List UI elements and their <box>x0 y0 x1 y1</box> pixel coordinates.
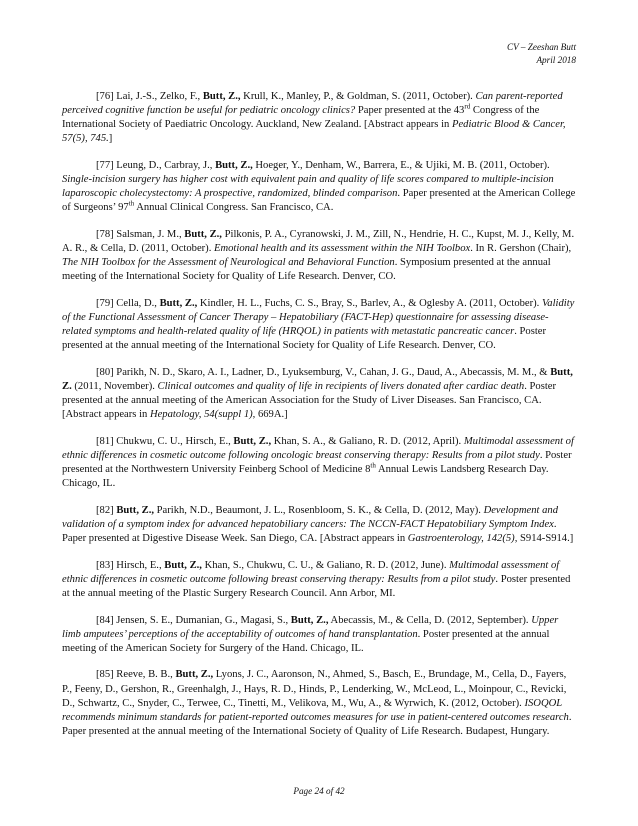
page-header <box>507 41 576 67</box>
citation-text: Lyons, J. C., Aaronson, N., Ahmed, S., Basch, E., Brundage, M., Cella, D., Fayers, P., Feeny, D., Gershon, R., Greenhalgh, J., Hays, R. D., Hinds, P., Lenderking, W., McLeod, L., Moinpour, C., Revicki, D., Schwartz, C., Snyder, C., Terwee, C., Tinetti, M., Velikova, M., Wu, A., & Wyrwich, K. (2012, October). <box>62 669 567 709</box>
citation-text: Krull, K., Manley, P., & Goldman, S. (2011, October). <box>240 91 476 102</box>
reference-item-84 <box>62 614 578 656</box>
citation-text: Annual Clinical Congress. San Francisco, CA. <box>134 202 334 214</box>
citation-text: . Poster presented at the annual meeting of the American Association for the Study of Liver Diseases. San Francisco, CA. [Abstract appears in <box>62 380 557 421</box>
citation-text: [78] Salsman, J. M., <box>96 228 185 240</box>
reference-item-82 <box>62 504 578 546</box>
citation-text: ] <box>108 133 113 145</box>
citation-title: Multimodal assessment of ethnic differences in cosmetic outcome following breast conserving therapy: Results from a pilot study <box>62 559 560 585</box>
citation-title: Pediatric Blood & Cancer, 57(5), 745. <box>62 119 566 145</box>
citation-title: Development and validation of a symptom index for advanced hepatobiliary cancers: The NCCN-FACT Hepatobiliary Symptom Index <box>62 504 558 530</box>
reference-item-79 <box>62 297 578 353</box>
citation-text: . Poster presented at the annual meeting of the American Society for Surgery of the Hand. Chicago, IL. <box>62 628 550 654</box>
reference-item-83 <box>62 559 578 601</box>
citation-text: 669A.] <box>255 409 288 421</box>
citation-title: Validity of the Functional Assessment of Cancer Therapy – Hepatobiliary (FACT-Hep) questionnaire for assessing disease-related symptoms and health-related quality of life (HRQOL) in patients with metastatic pancreatic cancer <box>62 297 575 338</box>
citation-text: . Paper presented at the annual meeting of the International Society of Quality of Life Research. Budapest, Hungary. <box>62 711 572 737</box>
citation-title: Gastroenterology, 142(5), <box>407 533 518 544</box>
author-highlight: Butt, Z., <box>202 91 241 102</box>
citation-text: . Poster presented at the annual meeting of the International Society for Quality of Life Research. Denver, CO. <box>62 326 546 352</box>
reference-item-80 <box>62 366 578 422</box>
reference-list <box>62 90 578 752</box>
ordinal-suffix: rd <box>464 102 471 111</box>
citation-text: S914-S914.] <box>517 533 574 544</box>
citation-title: The NIH Toolbox for the Assessment of Neurological and Behavioral Function <box>62 257 395 269</box>
citation-text: Paper presented at the 43 <box>355 105 465 117</box>
citation-text: Hoeger, Y., Denham, W., Barrera, E., & Ujiki, M. B. (2011, October). <box>252 159 550 171</box>
citation-text: . In R. Gershon (Chair), <box>470 243 572 255</box>
citation-text: [77] Leung, D., Carbray, J., <box>96 159 216 171</box>
author-highlight: Butt, Z., <box>233 435 272 447</box>
reference-item-78 <box>62 228 578 284</box>
page-number: Page 24 of 42 <box>293 786 345 796</box>
author-highlight: Butt, Z., <box>164 559 202 571</box>
citation-title: Single-incision surgery has higher cost with equivalent pain and quality of life scores compared to multiple-incision laparoscopic cholecystectomy: A prospective, randomized, blinded comparison <box>62 174 554 200</box>
reference-item-85 <box>62 668 578 738</box>
ordinal-suffix: th <box>128 199 135 208</box>
citation-title: Emotional health and its assessment within the NIH Toolbox <box>214 243 471 255</box>
header-date: April 2018 <box>536 55 576 65</box>
citation-text: Congress of the International Society of Paediatric Oncology. Auckland, New Zealand. [Abstract appears in <box>62 105 540 131</box>
author-highlight: Butt, Z., <box>159 297 198 309</box>
author-highlight: Butt, Z., <box>290 614 329 626</box>
citation-text: [79] Cella, D., <box>96 297 160 309</box>
citation-text: Pilkonis, P. A., Cyranowski, J. M., Zill, N., Hendrie, H. C., Kupst, M. J., Kelly, M. A. R., & Cella, D. (2011, October). <box>62 228 575 255</box>
citation-title: ISOQOL recommends minimum standards for patient-reported outcomes measures for use in patient-centered outcomes research <box>62 697 569 723</box>
author-highlight: Butt, Z. <box>62 366 573 392</box>
reference-item-77 <box>62 159 578 215</box>
citation-text: (2011, November). <box>71 380 158 392</box>
header-cv-title: CV – Zeeshan Butt <box>507 42 576 52</box>
author-highlight: Butt, Z., <box>116 504 154 516</box>
citation-title: Can parent-reported perceived cognitive function be useful for pediatric oncology clinics? <box>62 91 563 117</box>
citation-text: Khan, S. A., & Galiano, R. D. (2012, April). <box>271 435 464 447</box>
citation-title: Hepatology, 54(suppl 1), <box>149 409 256 421</box>
citation-text: [85] Reeve, B. B., <box>96 669 176 681</box>
author-highlight: Butt, Z., <box>175 669 214 681</box>
citation-title: Clinical outcomes and quality of life in recipients of livers donated after cardiac death <box>157 380 525 392</box>
citation-text: . Poster presented at the annual meeting of the Plastic Surgery Research Council. Ann Arbor, MI. <box>62 573 571 599</box>
author-highlight: Butt, Z., <box>215 159 253 171</box>
citation-text: [84] Jensen, S. E., Dumanian, G., Magasi, S., <box>96 614 291 626</box>
ordinal-suffix: th <box>370 461 376 470</box>
citation-title: Upper limb amputees’ perceptions of the acceptability of outcomes of hand transplantation <box>62 614 559 640</box>
citation-text: [76] Lai, J.-S., Zelko, F., <box>96 91 203 102</box>
reference-item-81 <box>62 435 578 491</box>
citation-text: [80] Parikh, N. D., Skaro, A. I., Ladner, D., Lyuksemburg, V., Cahan, J. G., Daud, A., Abecassis, M. M., & <box>96 366 551 378</box>
citation-text: Kindler, H. L., Fuchs, C. S., Bray, S., Barlev, A., & Oglesby A. (2011, October). <box>197 297 542 309</box>
citation-text: . Paper presented at the American College of Surgeons’ 97 <box>62 188 576 214</box>
citation-text: [83] Hirsch, E., <box>96 559 165 571</box>
citation-text: . Paper presented at Digestive Disease Week. San Diego, CA. [Abstract appears in <box>62 518 557 544</box>
citation-text: . Symposium presented at the annual meeting of the International Society for Quality of Life Research. Denver, CO. <box>62 257 551 283</box>
citation-text: Annual Lewis Landsberg Research Day. Chicago, IL. <box>62 464 549 490</box>
citation-text: [81] Chukwu, C. U., Hirsch, E., <box>96 435 234 447</box>
citation-text: . Poster presented at the Northwestern University Feinberg School of Medicine 8 <box>62 449 572 476</box>
reference-item-76 <box>62 90 578 146</box>
citation-title: Multimodal assessment of ethnic differences in cosmetic outcome following oncologic breast conserving therapy: Results from a pilot study <box>62 435 574 461</box>
citation-text: Abecassis, M., & Cella, D. (2012, September). <box>328 614 532 626</box>
citation-text: [82] <box>96 504 117 516</box>
author-highlight: Butt, Z., <box>184 228 222 240</box>
citation-text: Khan, S., Chukwu, C. U., & Galiano, R. D. (2012, June). <box>201 559 450 571</box>
citation-text: Parikh, N.D., Beaumont, J. L., Rosenbloom, S. K., & Cella, D. (2012, May). <box>154 504 484 516</box>
